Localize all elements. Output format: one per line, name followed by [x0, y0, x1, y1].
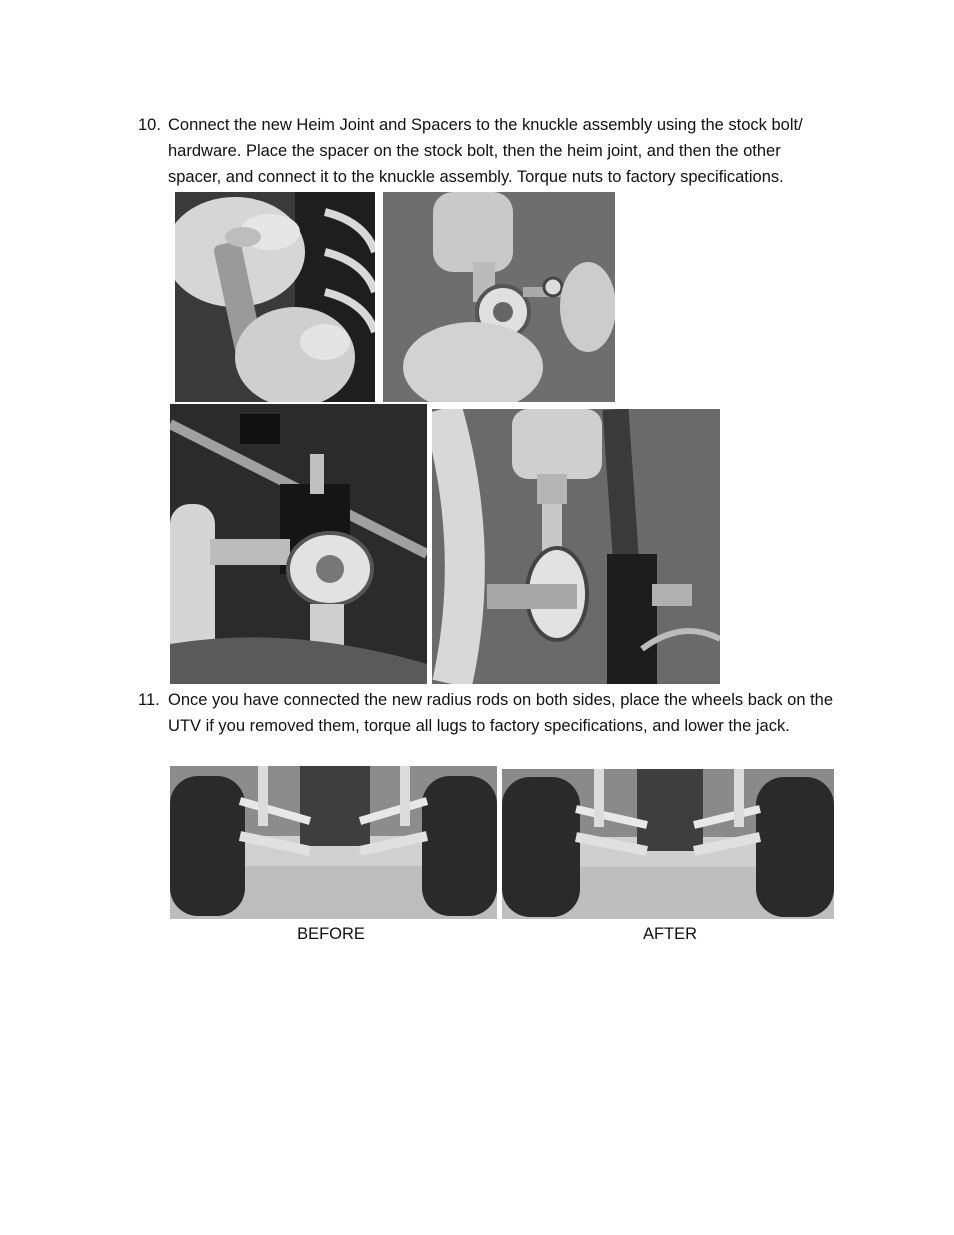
- photo-installed-joint: [432, 409, 720, 684]
- step-text: Connect the new Heim Joint and Spacers to the knuckle assembly using the stock bolt/ hardware. Place the spacer on the stock bolt, then the heim joint, and then the other spacer, and connect it to the knuckle assembly. Torque nuts to factory specifications.: [168, 116, 803, 186]
- step-11: [138, 687, 838, 739]
- photo-bolt-spacer: [175, 192, 375, 402]
- step-text: Once you have connected the new radius rods on both sides, place the wheels back on the UTV if you removed them, torque all lugs to factory specifications, and lower the jack.: [168, 691, 834, 735]
- caption-before: BEFORE: [297, 925, 365, 943]
- step-number: 10.: [138, 116, 161, 134]
- photo-knuckle-closeup: [170, 404, 427, 684]
- step-number: 11.: [138, 691, 160, 709]
- photo-before: [170, 766, 497, 919]
- photo-after: [502, 769, 834, 919]
- caption-after: AFTER: [642, 925, 698, 943]
- photo-heim-joint-hand: [383, 192, 615, 402]
- step-10: [138, 112, 838, 190]
